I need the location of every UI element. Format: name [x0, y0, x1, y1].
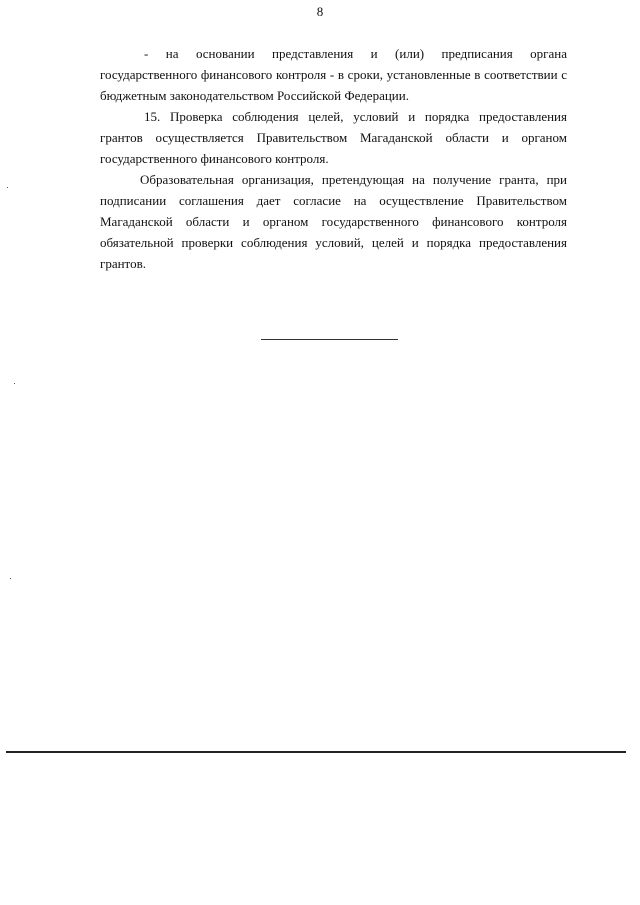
- scan-bottom-rule: [6, 751, 626, 753]
- scan-speck: [10, 578, 11, 579]
- scan-speck: [14, 383, 15, 384]
- paragraph-2: 15. Проверка соблюдения целей, условий и порядка предоставления грантов осуществляется Правительством Магаданской области и органом государственного финансового контроля.: [100, 109, 567, 166]
- scan-speck: [7, 187, 8, 188]
- section-separator-line: [261, 339, 398, 340]
- page-number: 8: [316, 4, 324, 19]
- paragraph-1: - на основании представления и (или) предписания органа государственного финансового контроля - в сроки, установленные в соответствии с бюджетным законодательством Российской Федерации.: [100, 46, 567, 103]
- paragraph-3: Образовательная организация, претендующая на получение гранта, при подписании соглашения дает согласие на осуществление Правительством Магаданской области и органом государственного финансового контроля обязательной проверки соблюдения условий, целей и порядка предоставления грантов.: [100, 172, 567, 271]
- document-body: [100, 43, 567, 274]
